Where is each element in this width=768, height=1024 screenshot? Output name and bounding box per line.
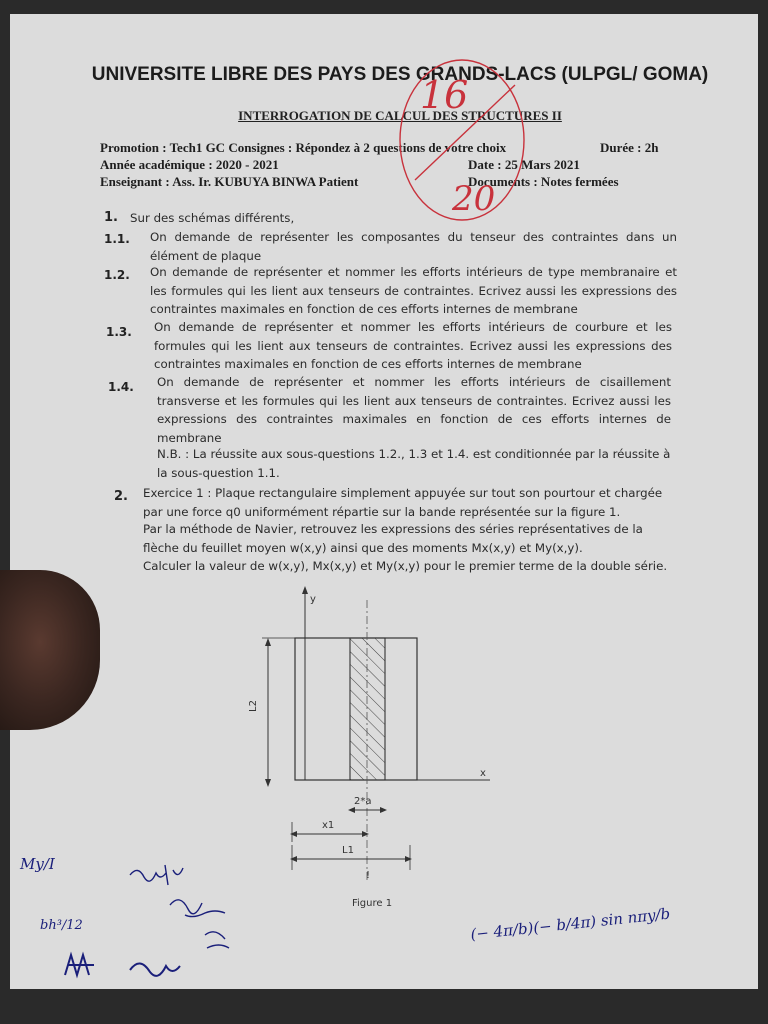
q11-text: On demande de représenter les composantes du tenseur des contraintes dans un élément de plaque: [150, 230, 677, 263]
meta-date: Date : 25 Mars 2021: [468, 157, 580, 172]
handwriting-left-2: bh³/12: [40, 918, 83, 933]
figure-caption: Figure 1: [352, 898, 393, 909]
meta-documents: Documents : Notes fermées: [468, 174, 619, 189]
q12-text: On demande de représenter et nommer les efforts intérieurs de type membranaire et les formules qui les lient aux tenseurs de contraintes. Ecrivez aussi les expressions des contraintes maximales en fonction de ces efforts internes de membrane: [150, 265, 677, 316]
handwriting-scribble-bottom: [60, 945, 110, 985]
q2-para3: Calculer la valeur de w(x,y), Mx(x,y) et My(x,y) pour le premier terme de la double série.: [143, 559, 668, 573]
q11-number: 1.1.: [104, 232, 130, 246]
q2-para2: Par la méthode de Navier, retrouvez les expressions des séries représentatives de la flèche du feuillet moyen w(x,y) ainsi que des moments Mx(x,y) et My(x,y).: [143, 522, 643, 555]
l2-label: L2: [248, 700, 259, 712]
y-axis-arrow: [302, 586, 308, 594]
figure-1: [240, 580, 520, 920]
q12-number: 1.2.: [104, 268, 130, 282]
q13-number: 1.3.: [106, 325, 132, 339]
handwriting-left-1: My/I: [20, 855, 55, 873]
q2-para1: Exercice 1 : Plaque rectangulaire simplement appuyée sur tout son pourtour et chargée par une force q0 uniformément répartie sur la bande représentée sur la figure 1.: [143, 486, 663, 519]
grade-mark: [390, 30, 540, 230]
x1-label: x1: [322, 820, 335, 831]
x-axis-label: x: [480, 768, 486, 779]
university-header: UNIVERSITE LIBRE DES PAYS DES GRANDS-LACS (ULPGL/ GOMA): [91, 64, 709, 85]
y-axis-label: y: [310, 594, 316, 605]
center-mark: !: [366, 870, 371, 881]
q13-text: On demande de représenter et nommer les efforts intérieurs de courbure et les formules qui les lient aux tenseurs de contraintes. Ecrivez aussi les expressions des contraintes maximales en fonction de ces efforts internes de membrane: [154, 320, 672, 371]
nota-bene: N.B. : La réussite aux sous-questions 1.2., 1.3 et 1.4. est conditionnée par la réussite à la sous-question 1.1.: [157, 447, 671, 480]
q2-number: 2.: [114, 489, 128, 504]
meta-annee: Année académique : 2020 - 2021: [100, 157, 279, 172]
q1-number: 1.: [104, 210, 118, 225]
handwriting-right: (− 4π/b)(− b/4π) sin nπy/b: [469, 904, 671, 944]
q14-number: 1.4.: [108, 380, 134, 394]
meta-enseignant: Enseignant : Ass. Ir. KUBUYA BINWA Patient: [100, 174, 359, 189]
grade-total: 20: [452, 179, 496, 219]
width-2a-label: 2*a: [354, 796, 372, 807]
exam-title: INTERROGATION DE CALCUL DES STRUCTURES II: [238, 108, 562, 123]
loaded-band: [350, 638, 385, 780]
handwriting-scribbles: [125, 860, 245, 990]
q1-text: Sur des schémas différents,: [130, 211, 295, 225]
l1-label: L1: [342, 845, 354, 856]
q14-text: On demande de représenter et nommer les efforts intérieurs de cisaillement transverse et les formules qui les lient aux tenseurs de contraintes. Ecrivez aussi les expressions des contraintes maximales en fonction de ces efforts internes de membrane: [157, 375, 671, 445]
grade-score: 16: [420, 73, 469, 117]
meta-duree: Durée : 2h: [600, 140, 659, 155]
meta-promotion: Promotion : Tech1 GC Consignes : Répondez à 2 questions de votre choix: [100, 140, 507, 155]
